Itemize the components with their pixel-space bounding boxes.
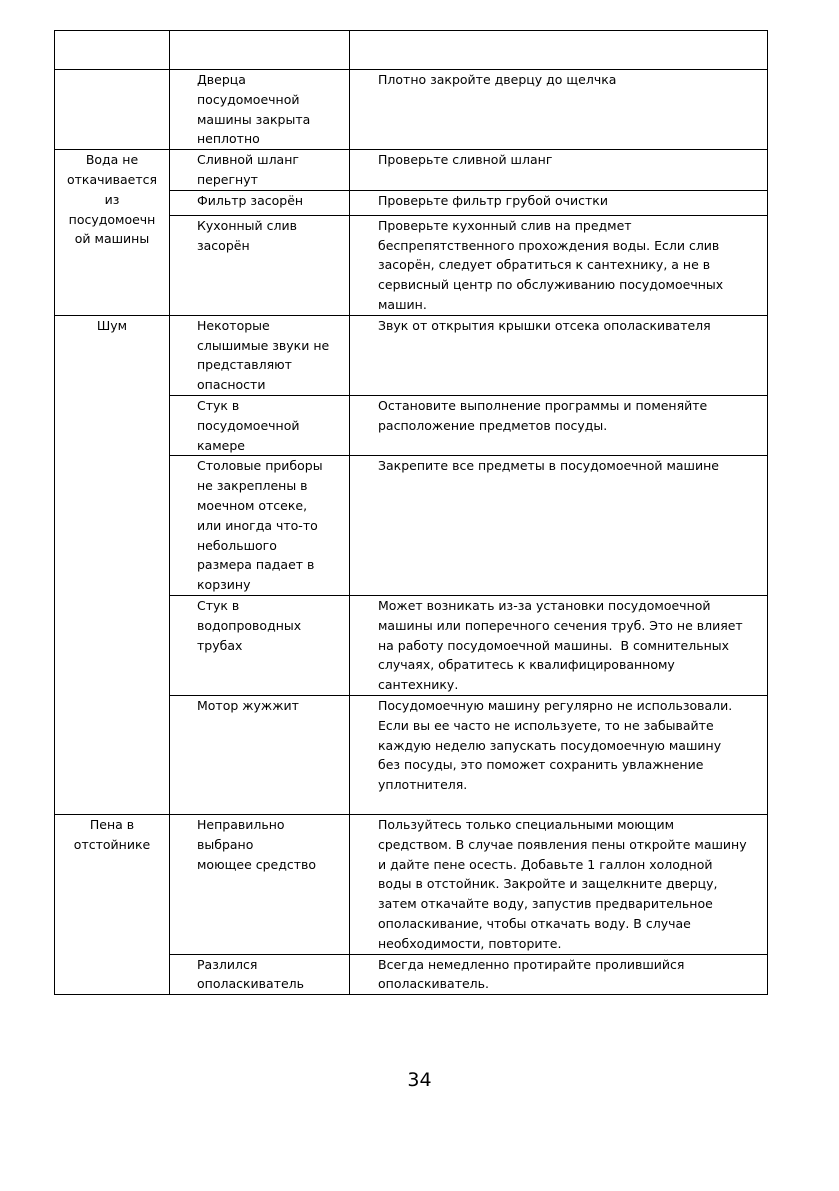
solution-cell [350, 31, 768, 70]
page-number: 34 [407, 1069, 432, 1091]
cause-cell: Некоторые слышимые звуки не представляют опасности [170, 315, 350, 395]
cause-cell: Дверца посудомоечной машины закрыта неплотно [170, 70, 350, 150]
problem-cell [55, 70, 170, 150]
problem-cell: Вода не откачивается из посудомоечн ой машины [55, 150, 170, 316]
solution-cell: Плотно закройте дверцу до щелчка [350, 70, 768, 150]
solution-cell: Остановите выполнение программы и поменяйте расположение предметов посуды. [350, 395, 768, 455]
cause-cell: Фильтр засорён [170, 190, 350, 215]
problem-cell: Шум [55, 315, 170, 814]
problem-cell [55, 31, 170, 70]
cause-cell: Кухонный слив засорён [170, 215, 350, 315]
table-row [55, 150, 768, 191]
solution-cell: Проверьте фильтр грубой очистки [350, 190, 768, 215]
solution-cell: Закрепите все предметы в посудомоечной машине [350, 456, 768, 596]
cause-cell: Мотор жужжит [170, 695, 350, 814]
solution-cell: Проверьте кухонный слив на предмет беспрепятственного прохождения воды. Если слив засорён, следует обратиться к сантехнику, а не в сервисный центр по обслуживанию посудомоечных машин. [350, 215, 768, 315]
problem-cell: Пена в отстойнике [55, 814, 170, 994]
solution-cell: Пользуйтесь только специальными моющим средством. В случае появления пены откройте машину и дайте пене осесть. Добавьте 1 галлон холодной воды в отстойник. Закройте и защелкните дверцу, затем откачайте воду, запустив предварительное ополаскивание, чтобы откачать воду. В случае необходимости, повторите. [350, 814, 768, 954]
table-row [55, 31, 768, 70]
table-row [55, 70, 768, 150]
solution-cell: Проверьте сливной шланг [350, 150, 768, 191]
cause-cell: Стук в посудомоечной камере [170, 395, 350, 455]
solution-cell: Посудомоечную машину регулярно не использовали. Если вы ее часто не используете, то не забывайте каждую неделю запускать посудомоечную машину без посуды, это поможет сохранить увлажнение уплотнителя. [350, 695, 768, 814]
cause-cell [170, 31, 350, 70]
troubleshooting-table [54, 30, 768, 995]
cause-cell: Столовые приборы не закреплены в моечном отсеке, или иногда что-то небольшого размера падает в корзину [170, 456, 350, 596]
solution-cell: Может возникать из-за установки посудомоечной машины или поперечного сечения труб. Это не влияет на работу посудомоечной машины. В сомнительных случаях, обратитесь к квалифицированному сантехнику. [350, 595, 768, 695]
cause-cell: Сливной шланг перегнут [170, 150, 350, 191]
solution-cell: Звук от открытия крышки отсека ополаскивателя [350, 315, 768, 395]
solution-cell: Всегда немедленно протирайте пролившийся ополаскиватель. [350, 954, 768, 995]
table-row [55, 315, 768, 395]
cause-cell: Неправильно выбрано моющее средство [170, 814, 350, 954]
table-row [55, 814, 768, 954]
cause-cell: Стук в водопроводных трубах [170, 595, 350, 695]
cause-cell: Разлился ополаскиватель [170, 954, 350, 995]
